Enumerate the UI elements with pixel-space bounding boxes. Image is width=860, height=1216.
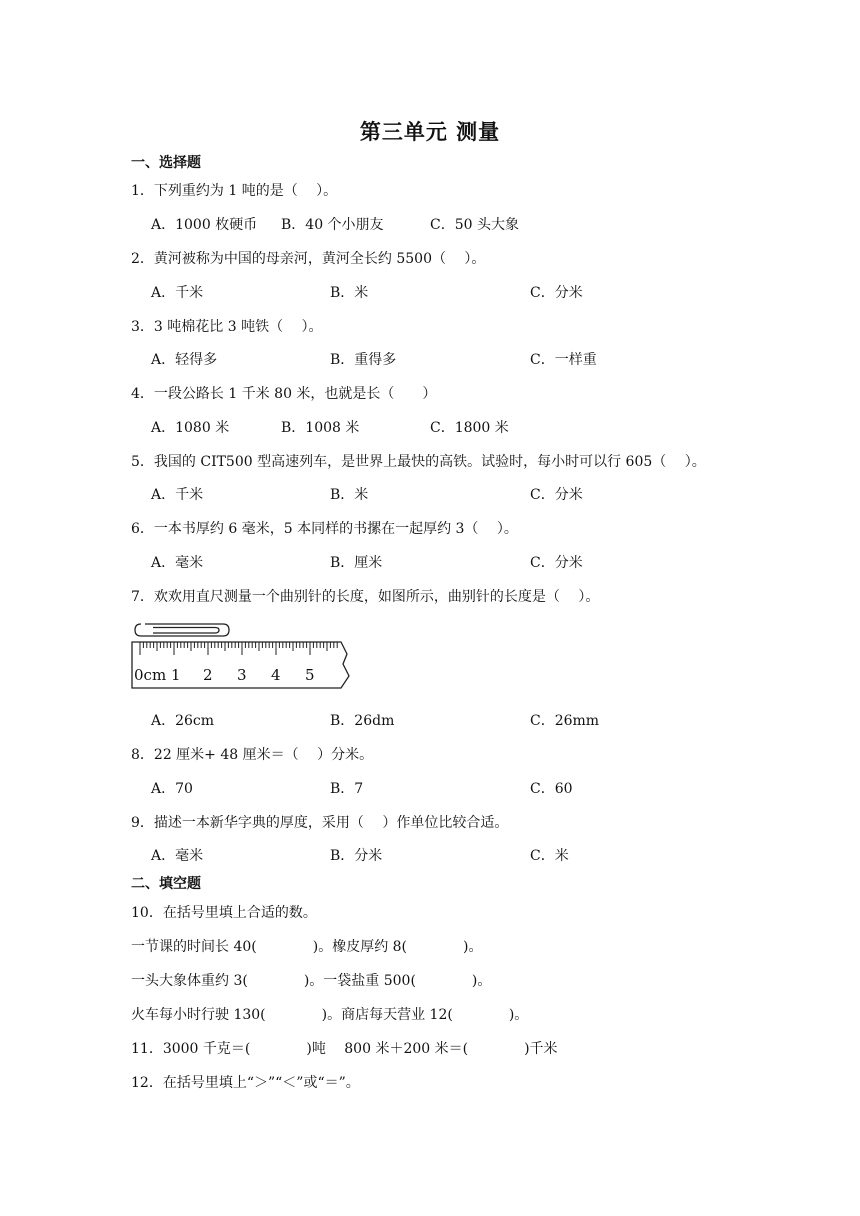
question-stem: 9．描述一本新华字典的厚度，采用（ ）作单位比较合适。 xyxy=(131,815,509,831)
ruler-label: 1 xyxy=(171,666,181,684)
fill-line: 11．3000 千克＝( )吨 800 米＋200 米＝( )千米 xyxy=(131,1041,558,1057)
option-b: B．1008 米 xyxy=(281,420,360,436)
question-stem: 5．我国的 CIT500 型高速列车，是世界上最快的高铁。试验时，每小时可以行 605（ ）。 xyxy=(131,454,706,470)
option-c: C．分米 xyxy=(530,555,583,571)
option-b: B．7 xyxy=(330,781,364,797)
option-a: A．轻得多 xyxy=(151,352,218,368)
page-title: 第三单元 测量 xyxy=(359,120,501,144)
section-heading-choice: 一、选择题 xyxy=(131,155,201,171)
option-a: A．70 xyxy=(151,781,193,797)
option-c: C．1800 米 xyxy=(430,420,509,436)
option-a: A．1000 枚硬币 xyxy=(151,217,258,233)
option-c: C．米 xyxy=(530,848,569,864)
option-c: C．一样重 xyxy=(530,352,597,368)
question-stem: 8．22 厘米+ 48 厘米＝（ ）分米。 xyxy=(131,747,374,763)
question-stem: 1．下列重约为 1 吨的是（ ）。 xyxy=(131,183,338,199)
ruler-with-paperclip-figure xyxy=(131,620,351,690)
option-c: C．50 头大象 xyxy=(430,217,519,233)
option-a: A．26cm xyxy=(151,713,215,729)
option-b: B．40 个小朋友 xyxy=(281,217,384,233)
fill-line: 10．在括号里填上合适的数。 xyxy=(131,905,317,921)
option-a: A．千米 xyxy=(151,285,204,301)
option-c: C．60 xyxy=(530,781,573,797)
question-stem: 6．一本书厚约 6 毫米，5 本同样的书摞在一起厚约 3（ ）。 xyxy=(131,521,518,537)
option-b: B．重得多 xyxy=(330,352,397,368)
option-c: C．26mm xyxy=(530,713,600,729)
ruler-label: 5 xyxy=(305,666,315,684)
option-a: A．千米 xyxy=(151,487,204,503)
option-a: A．毫米 xyxy=(151,555,204,571)
question-stem: 3．3 吨棉花比 3 吨铁（ ）。 xyxy=(131,319,323,335)
option-b: B．分米 xyxy=(330,848,383,864)
option-b: B．26dm xyxy=(330,713,395,729)
fill-line: 12．在括号里填上“＞”“＜”或“＝”。 xyxy=(131,1075,360,1091)
ruler-label: 2 xyxy=(203,666,213,684)
question-stem: 2．黄河被称为中国的母亲河，黄河全长约 5500（ ）。 xyxy=(131,251,486,267)
question-stem: 4．一段公路长 1 千米 80 米，也就是长（ ） xyxy=(131,386,437,402)
option-a: A．毫米 xyxy=(151,848,204,864)
ruler-label: 0cm xyxy=(134,666,167,684)
paperclip-icon xyxy=(135,624,229,636)
option-c: C．分米 xyxy=(530,285,583,301)
section-heading-fill: 二、填空题 xyxy=(131,876,201,892)
option-b: B．米 xyxy=(330,285,369,301)
option-b: B．米 xyxy=(330,487,369,503)
option-c: C．分米 xyxy=(530,487,583,503)
fill-line: 一节课的时间长 40( )。橡皮厚约 8( )。 xyxy=(131,939,483,955)
fill-line: 一头大象体重约 3( )。一袋盐重 500( )。 xyxy=(131,973,492,989)
option-b: B．厘米 xyxy=(330,555,383,571)
option-a: A．1080 米 xyxy=(151,420,230,436)
ruler-label: 4 xyxy=(271,666,281,684)
fill-line: 火车每小时行驶 130( )。商店每天营业 12( )。 xyxy=(131,1007,529,1023)
question-stem: 7．欢欢用直尺测量一个曲别针的长度，如图所示，曲别针的长度是（ ）。 xyxy=(131,589,600,605)
ruler-label: 3 xyxy=(237,666,247,684)
